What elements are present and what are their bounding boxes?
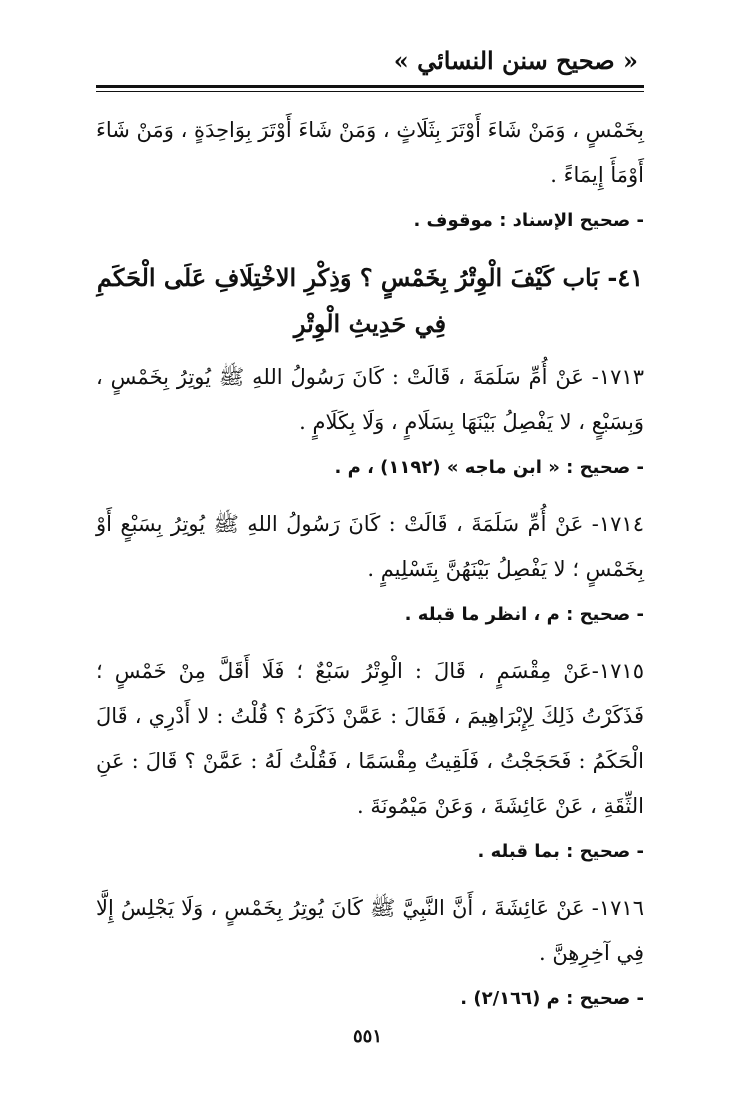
hadith-1715: ١٧١٥-عَنْ مِقْسَمٍ ، قَالَ : الْوِتْرُ سَبْعٌ ؛ فَلَا أَقَلَّ مِنْ خَمْسٍ ؛ فَذَكَرْتُ ذَلِكَ لِإِبْرَاهِيمَ ، فَقَالَ : عَمَّنْ ذَكَرَهُ ؟ قُلْتُ : لا أَدْرِي ، قَالَ الْحَكَمُ : فَحَجَجْتُ ، فَلَقِيتُ مِقْسَمًا ، فَقُلْتُ لَهُ : عَمَّنْ ؟ قَالَ : عَنِ الثِّقَةِ ، عَنْ عَائِشَةَ ، وَعَنْ مَيْمُونَةَ . [96, 659, 644, 818]
header-rule-thick [96, 85, 644, 88]
page-body [96, 108, 644, 1033]
grading-note: - صحيح : « ابن ماجه » (١١٩٢) ، م . [334, 457, 644, 478]
page-number: ٥٥١ [352, 1026, 382, 1047]
hadith-1714: ١٧١٤- عَنْ أُمِّ سَلَمَةَ ، قَالَتْ : كَانَ رَسُولُ اللهِ ﷺ يُوتِرُ بِسَبْعٍ أَوْ بِخَمْسٍ ؛ لا يَفْصِلُ بَيْنَهُنَّ بِتَسْلِيمٍ . [96, 512, 644, 581]
grading-note: - صحيح الإسناد : موقوف . [413, 210, 644, 231]
hadith-continuation: بِخَمْسٍ ، وَمَنْ شَاءَ أَوْتَرَ بِثَلَاثٍ ، وَمَنْ شَاءَ أَوْتَرَ بِوَاحِدَةٍ ، وَمَنْ شَاءَ أَوْمَأَ إِيمَاءً . [96, 118, 644, 187]
page-header [96, 40, 644, 88]
grading-note: - صحيح : م (٢/١٦٦) . [460, 988, 644, 1009]
chapter-heading: ٤١- بَاب كَيْفَ الْوِتْرُ بِخَمْسٍ ؟ وَذِكْرِ الاخْتِلَافِ عَلَى الْحَكَمِ فِي حَدِيثِ الْوِتْرِ [96, 263, 644, 338]
hadith-1716: ١٧١٦- عَنْ عَائِشَةَ ، أَنَّ النَّبِيَّ ﷺ كَانَ يُوتِرُ بِخَمْسٍ ، وَلَا يَجْلِسُ إِلَّا فِي آخِرِهِنَّ . [96, 896, 644, 965]
header-rule-thin [96, 91, 644, 92]
grading-note: - صحيح : م ، انظر ما قبله . [404, 604, 644, 625]
hadith-1713: ١٧١٣- عَنْ أُمِّ سَلَمَةَ ، قَالَتْ : كَانَ رَسُولُ اللهِ ﷺ يُوتِرُ بِخَمْسٍ ، وَبِسَبْعٍ ، لا يَفْصِلُ بَيْنَهَا بِسَلَامٍ ، وَلَا بِكَلَامٍ . [96, 365, 644, 434]
grading-note: - صحيح : بما قبله . [477, 841, 644, 862]
running-header-title: « صحيح سنن النسائي » [393, 46, 638, 75]
